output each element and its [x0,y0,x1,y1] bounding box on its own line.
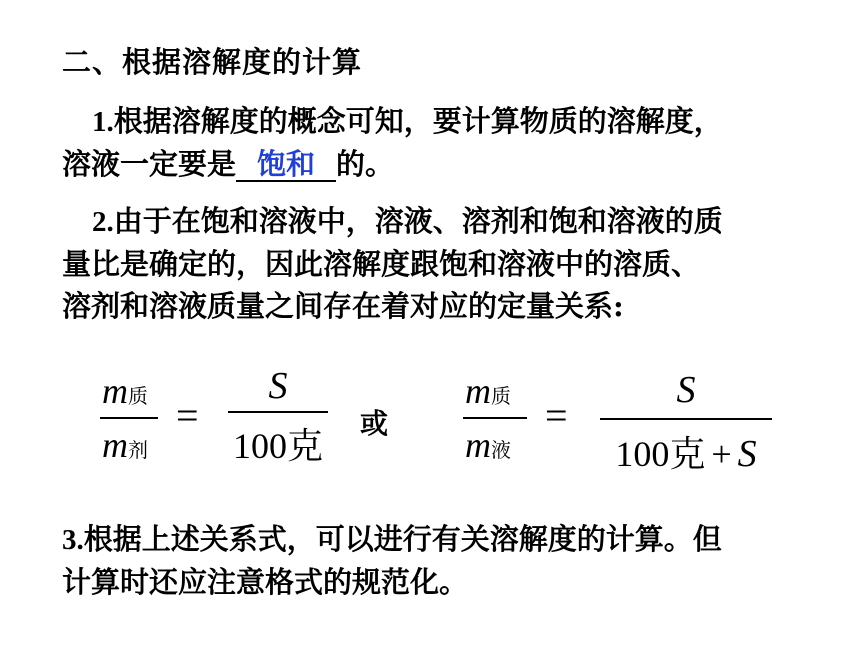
point-2-line-2: 量比是确定的，因此溶解度跟饱和溶液中的溶质、 [62,247,701,281]
formula-1-equals: = [176,393,199,438]
mass-symbol: m [465,371,491,411]
subscript-solute: 质 [128,384,148,408]
plus-sign: + [711,434,732,474]
fraction-bar [463,417,527,419]
formula-2-numerator [465,370,511,412]
point-2-line-3: 溶剂和溶液质量之间存在着对应的定量关系: [62,289,624,323]
fraction-bar [228,411,328,413]
hundred-grams: 100克 [615,434,706,474]
point-3-text-1: 根据上述关系式，可以进行有关溶解度的计算。但 [83,522,722,556]
point-2-line-1 [62,200,832,243]
mass-symbol: m [465,425,491,465]
blank-answer: 饱和 [257,147,316,181]
connector-or: 或 [360,407,389,440]
point-1-text-a: 根据溶解度的概念可知，要计算物质的溶解度， [113,104,723,138]
point-3-number: 3. [62,524,84,556]
fill-in-blank [236,148,336,182]
formula-2-left-fraction [463,368,527,478]
formula-2-solubility: S [676,369,696,411]
formula-1-left-fraction [100,368,158,478]
point-2 [62,200,832,327]
point-1-number: 1. [92,106,114,138]
formula-2-denominator [465,424,511,466]
point-3-line-1 [62,518,832,561]
formula-2-right-fraction [600,366,772,476]
subscript-solution: 液 [491,438,511,462]
subscript-solvent: 剂 [128,438,148,462]
fraction-bar [600,418,772,420]
point-1-line-1 [62,100,832,143]
point-1-text-b: 溶液一定要是 [62,147,237,181]
formula-1-numerator [102,370,148,412]
mass-symbol: m [102,371,128,411]
point-1-text-c: 的。 [336,147,395,181]
mass-symbol: m [102,425,128,465]
formula-2-denominator [600,426,772,477]
formula-2-equals: = [545,393,568,438]
fraction-bar [100,417,158,419]
formula-1-solubility: S [268,365,288,407]
solubility-symbol: S [737,433,757,475]
point-3 [62,518,832,603]
subscript-solute: 质 [491,384,511,408]
formula-1-denominator [102,424,148,466]
section-heading: 二、根据溶解度的计算 [62,45,363,79]
point-3-line-2: 计算时还应注意格式的规范化。 [62,565,469,599]
point-2-text-1: 由于在饱和溶液中，溶液、溶剂和饱和溶液的质 [113,204,723,238]
point-1 [62,100,832,185]
point-1-line-2 [62,143,832,185]
formula-1-denominator-value: 100克 [232,426,323,466]
point-2-number: 2. [92,206,114,238]
formula-1-right-fraction [228,362,328,472]
